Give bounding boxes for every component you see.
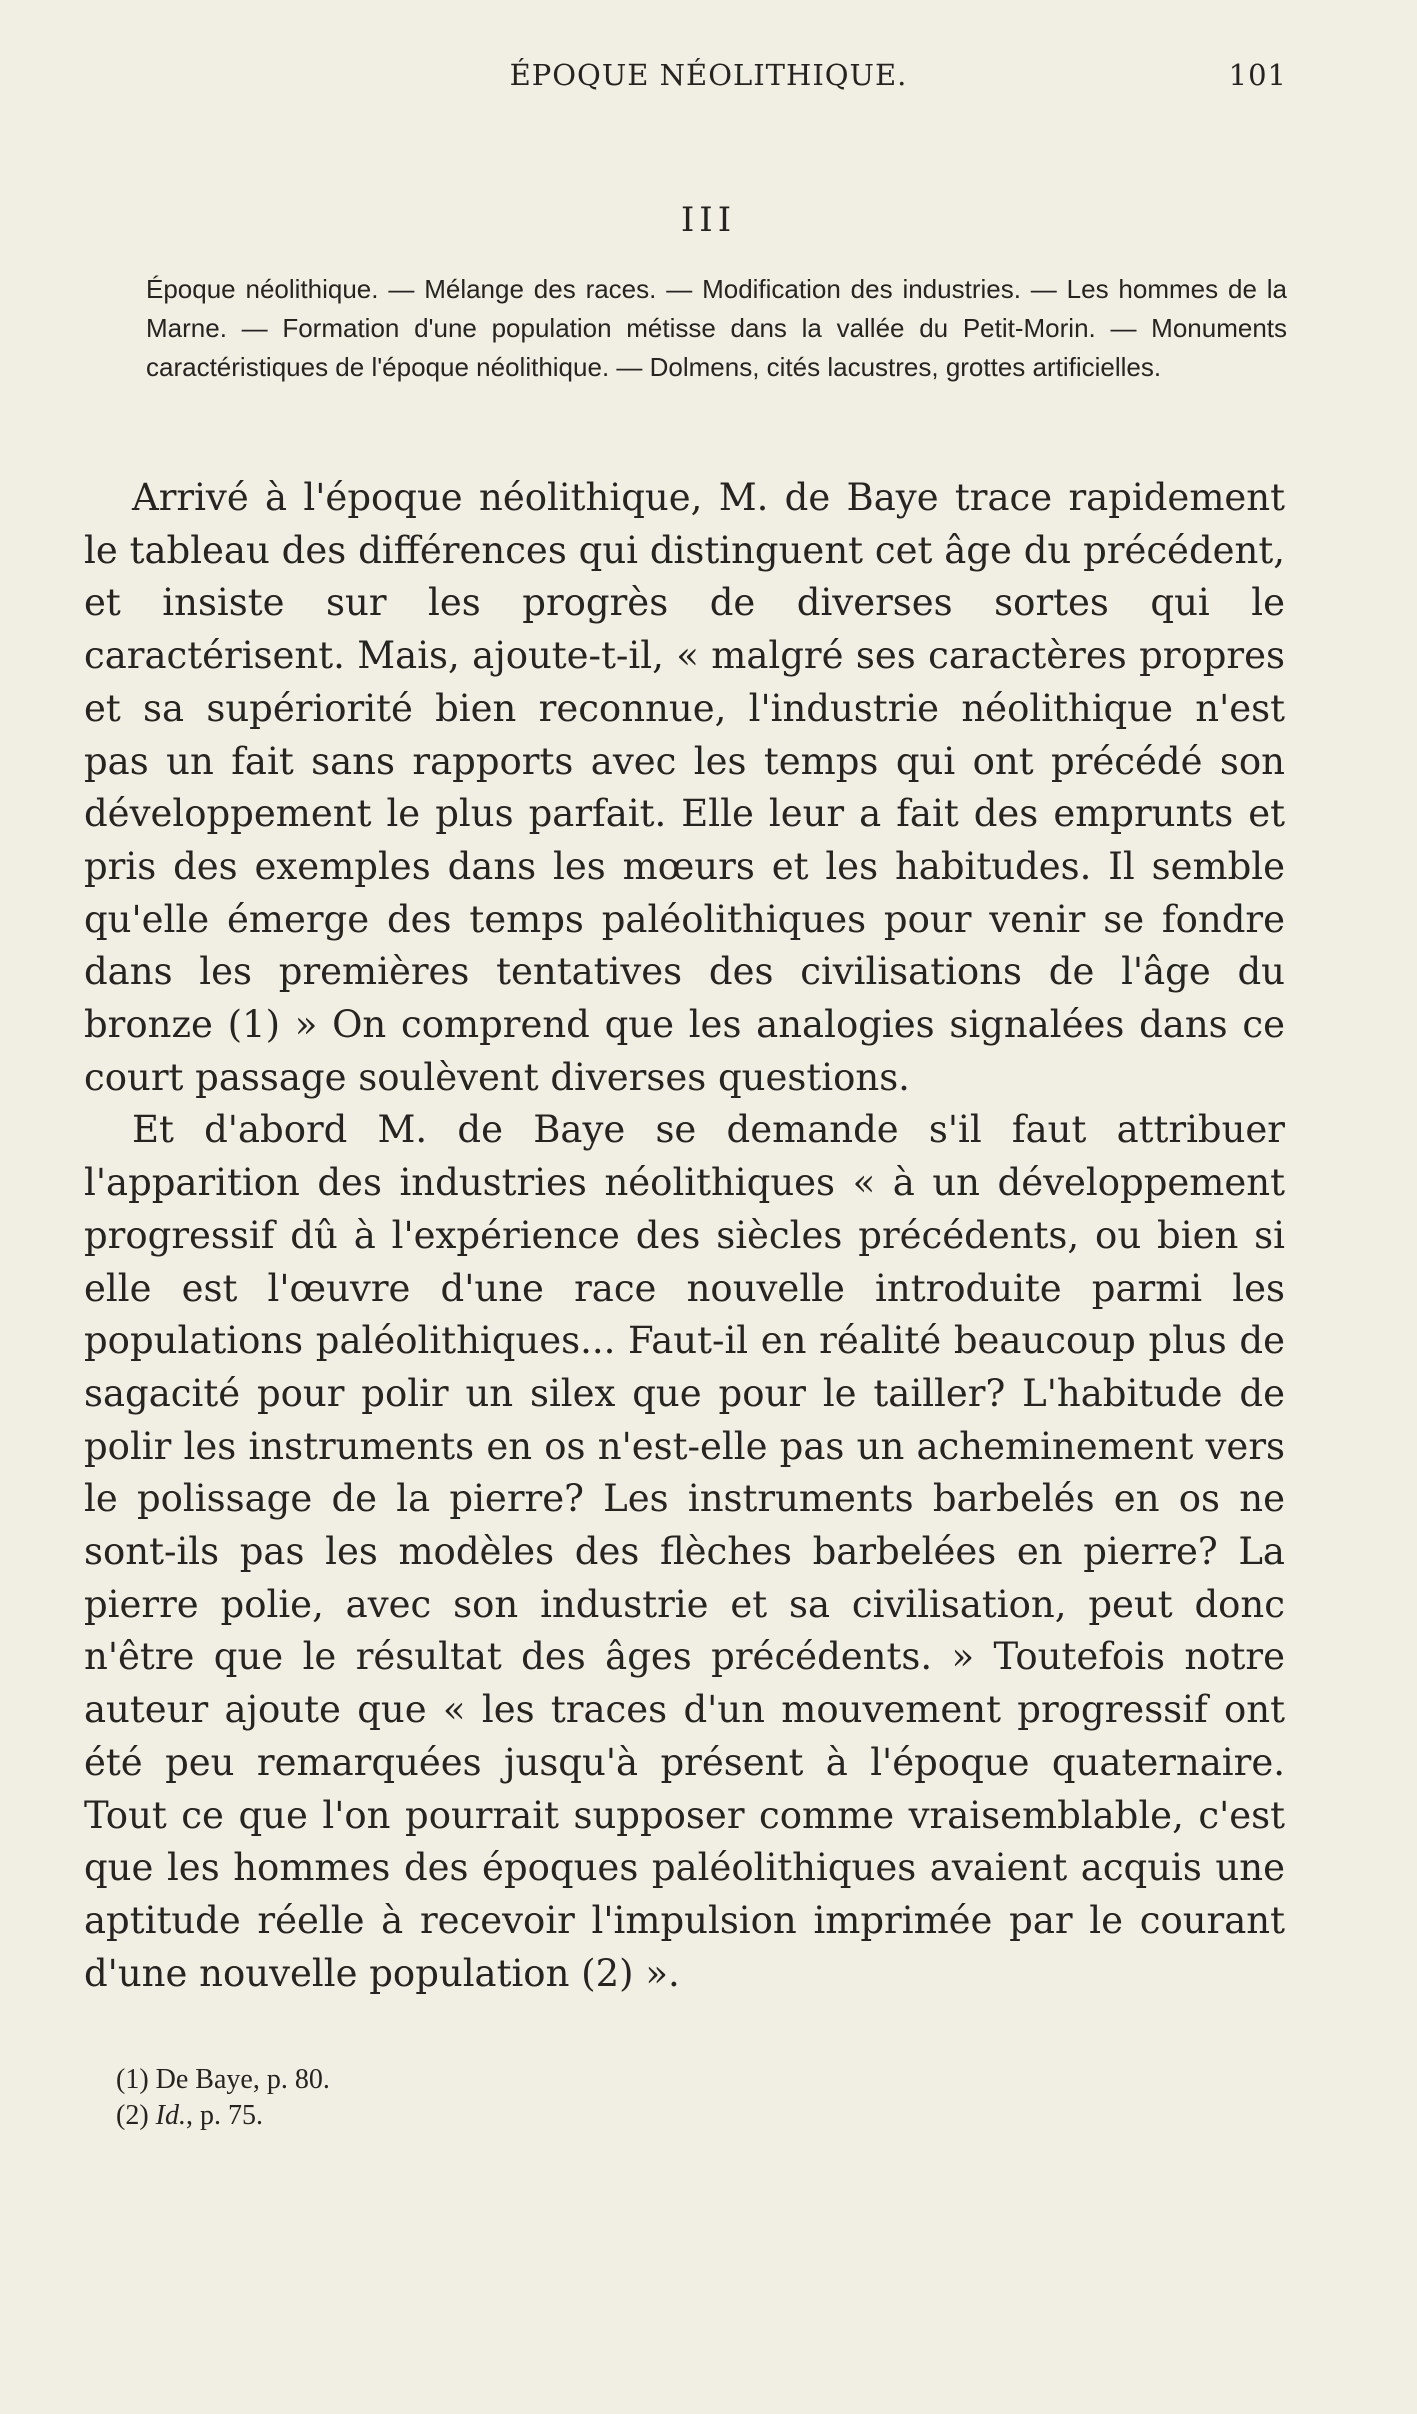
section-summary: Époque néolithique. — Mélange des races. — Modification des industries. — Les hommes de la Marne. — Formation d'une population métisse dans la vallée du Petit-Morin. — Monuments caractéristiques de l'époque néolithique. — Dolmens, cités lacustres, grottes artificielles.	[146, 274, 1287, 382]
footnote-ref: Id.	[155, 2100, 186, 2131]
page-number: 101	[1228, 58, 1287, 92]
footnote-text: , p. 75.	[185, 2100, 263, 2131]
footnote	[116, 2062, 816, 2098]
footnote	[116, 2098, 816, 2134]
footnote-marker: (1)	[116, 2064, 149, 2095]
paragraph: Arrivé à l'époque néolithique, M. de Baye trace rapidement le tableau des différences qui distinguent cet âge du précédent, et insiste sur les progrès de diverses sortes qui le caractérisent. Mais, ajoute-t-il, « malgré ses caractères propres et sa supériorité bien reconnue, l'industrie néolithique n'est pas un fait sans rapports avec les temps qui ont précédé son développement le plus parfait. Elle leur a fait des emprunts et pris des exemples dans les mœurs et les habitudes. Il semble qu'elle émerge des temps paléolithiques pour venir se fondre dans les premières tentatives des civilisations de l'âge du bronze (1) » On comprend que les analogies signalées dans ce court passage soulèvent diverses questions.	[84, 476, 1285, 1099]
body-text	[84, 472, 1285, 2000]
section-number: III	[680, 200, 737, 240]
footnotes	[116, 2062, 816, 2134]
running-title: ÉPOQUE NÉOLITHIQUE.	[509, 58, 908, 92]
footnote-text: De Baye, p. 80.	[155, 2064, 330, 2095]
paragraph: Et d'abord M. de Baye se demande s'il faut attribuer l'apparition des industries néolithiques « à un développement progressif dû à l'expérience des siècles précédents, ou bien si elle est l'œuvre d'une race nouvelle introduite parmi les populations paléolithiques... Faut-il en réalité beaucoup plus de sagacité pour polir un silex que pour le tailler? L'habitude de polir les instruments en os n'est-elle pas un acheminement vers le polissage de la pierre? Les instruments barbelés en os ne sont-ils pas les modèles des flèches barbelées en pierre? La pierre polie, avec son industrie et sa civilisation, peut donc n'être que le résultat des âges précédents. » Toutefois notre auteur ajoute que « les traces d'un mouvement progressif ont été peu remarquées jusqu'à présent à l'époque quaternaire. Tout ce que l'on pourrait supposer comme vraisemblable, c'est que les hommes des époques paléolithiques avaient acquis une aptitude réelle à recevoir l'impulsion imprimée par le courant d'une nouvelle population (2) ».	[84, 1108, 1285, 1995]
running-header	[0, 58, 1417, 106]
footnote-marker: (2)	[116, 2100, 149, 2131]
